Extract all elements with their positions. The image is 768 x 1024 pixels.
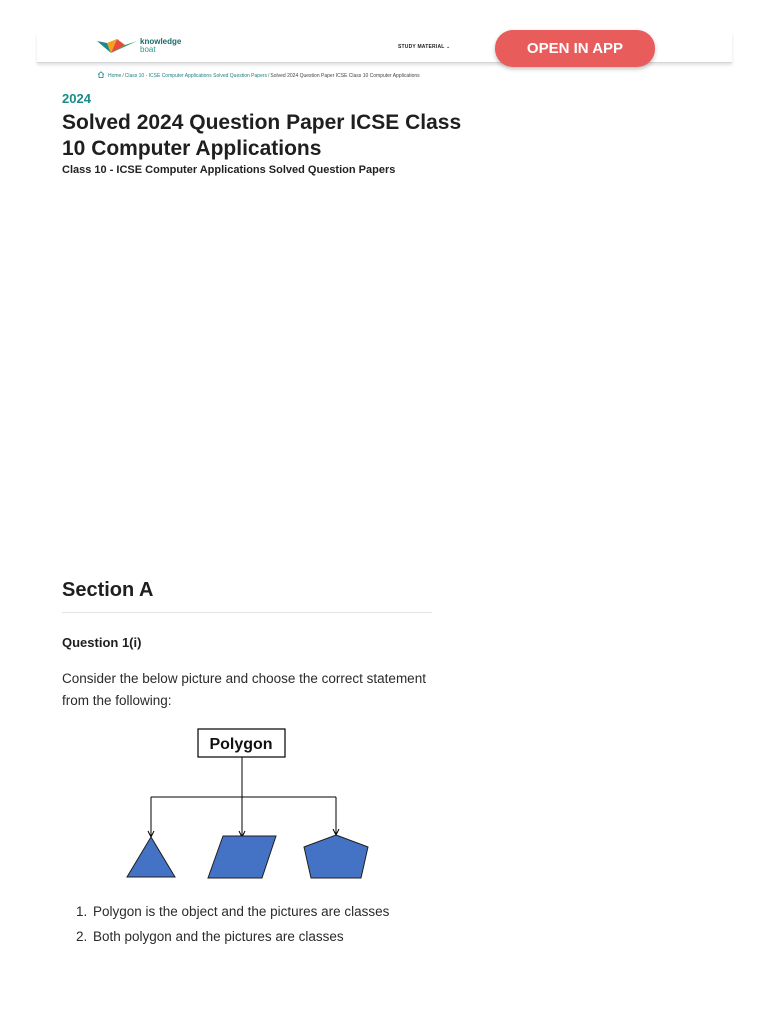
polygon-diagram-svg xyxy=(120,725,380,885)
option-number: 1. xyxy=(76,904,88,919)
section-divider xyxy=(62,612,432,613)
triangle-shape xyxy=(127,837,175,877)
polygon-diagram xyxy=(120,725,380,890)
section-heading: Section A xyxy=(62,579,154,601)
option-text: Both polygon and the pictures are classes xyxy=(93,929,344,944)
breadcrumb-separator: / xyxy=(122,72,124,79)
polygon-box-label: Polygon xyxy=(209,736,273,753)
question-text: Consider the below picture and choose the correct statement from the following: xyxy=(62,671,426,708)
page-subtitle[interactable]: Class 10 - ICSE Computer Applications Solved Question Papers xyxy=(62,164,396,176)
answer-options xyxy=(76,901,413,951)
breadcrumb-category-link[interactable]: Class 10 - ICSE Computer Applications Solved Question Papers xyxy=(124,72,268,79)
breadcrumb-separator: / xyxy=(268,72,270,79)
pentagon-shape xyxy=(304,835,368,878)
breadcrumb-home-link[interactable]: Home xyxy=(108,72,122,79)
breadcrumb-current: Solved 2024 Question Paper ICSE Class 10 Computer Applications xyxy=(270,72,420,79)
page-title: Solved 2024 Question Paper ICSE Class 10 Computer Applications xyxy=(62,111,462,160)
open-in-app-button[interactable]: OPEN IN APP xyxy=(495,30,655,67)
study-material-menu[interactable]: STUDY MATERIAL ⌄ xyxy=(398,44,451,50)
year-tag[interactable]: 2024 xyxy=(62,91,91,106)
logo-line-1: knowledge xyxy=(140,37,182,46)
answer-option xyxy=(76,926,413,948)
question-label: Question 1(i) xyxy=(62,635,142,650)
top-header xyxy=(37,33,732,63)
option-text: Polygon is the object and the pictures are classes xyxy=(93,904,390,919)
breadcrumb xyxy=(97,71,420,80)
logo-line-2: boat xyxy=(140,45,156,54)
logo[interactable] xyxy=(97,37,181,55)
logo-wordmark xyxy=(140,38,181,54)
option-number: 2. xyxy=(76,929,88,944)
answer-option xyxy=(76,901,413,923)
parallelogram-shape xyxy=(208,836,276,878)
knowledgeboat-logo-icon xyxy=(97,37,137,55)
home-icon[interactable] xyxy=(97,71,105,80)
